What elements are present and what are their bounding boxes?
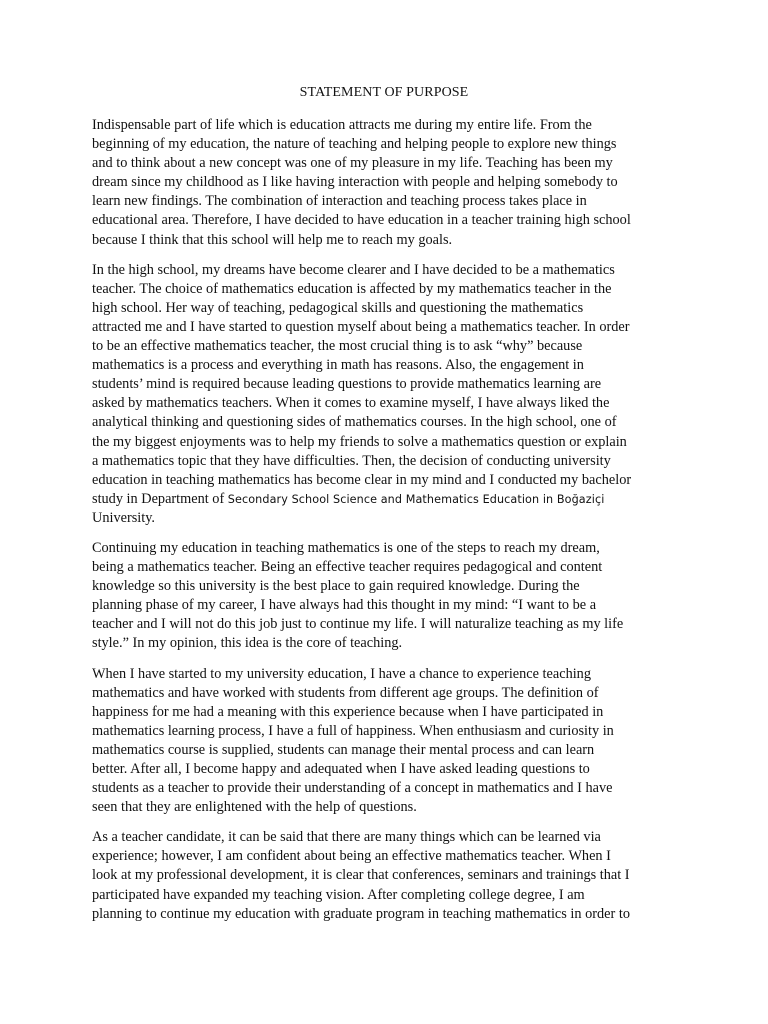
text-line: students as a teacher to provide their understanding of a concept in mathematics and I have bbox=[92, 780, 613, 797]
text-line: teacher. The choice of mathematics education is affected by my mathematics teacher in the bbox=[92, 280, 612, 297]
text-line: analytical thinking and questioning sides of mathematics courses. In the high school, one of bbox=[92, 414, 617, 431]
paragraph-4 bbox=[92, 665, 682, 818]
text-line: Continuing my education in teaching mathematics is one of the steps to reach my dream, bbox=[92, 539, 600, 556]
text-line: planning to continue my education with graduate program in teaching mathematics in order to bbox=[92, 905, 630, 922]
text-line: because I think that this school will help me to reach my goals. bbox=[92, 231, 453, 248]
document-title: STATEMENT OF PURPOSE bbox=[299, 85, 469, 100]
text-line: mathematics is a process and everything in math has reasons. Also, the engagement in bbox=[92, 357, 584, 374]
text-line: and to think about a new concept was one of my pleasure in my life. Teaching has been my bbox=[92, 155, 613, 172]
text-line: When I have started to my university education, I have a chance to experience teaching bbox=[92, 665, 591, 682]
paragraph-1 bbox=[92, 116, 682, 250]
text-line: As a teacher candidate, it can be said that there are many things which can be learned via bbox=[92, 829, 601, 846]
text-line: mathematics course is supplied, students can manage their mental process and can learn bbox=[92, 741, 595, 758]
text-line: education in teaching mathematics has become clear in my mind and I conducted my bachelor bbox=[92, 471, 632, 488]
paragraph-3 bbox=[92, 539, 682, 654]
text-line: dream since my childhood as I like having interaction with people and helping somebody to bbox=[92, 174, 618, 191]
text-line: seen that they are enlightened with the help of questions. bbox=[92, 799, 417, 816]
text-line: beginning of my education, the nature of teaching and helping people to explore new things bbox=[92, 136, 617, 153]
text-line: to be an effective mathematics teacher, the most crucial thing is to ask “why” because bbox=[92, 338, 583, 355]
text-line: experience; however, I am confident about being an effective mathematics teacher. When I bbox=[92, 848, 611, 865]
text-line: mathematics learning process, I have a full of happiness. When enthusiasm and curiosity in bbox=[92, 722, 614, 739]
text-line-prefix: study in Department of bbox=[92, 490, 228, 507]
text-line: participated have expanded my teaching vision. After completing college degree, I am bbox=[92, 886, 585, 903]
text-line: look at my professional development, it is clear that conferences, seminars and trainings that I bbox=[92, 867, 630, 884]
text-line: happiness for me had a meaning with this experience because when I have participated in bbox=[92, 703, 604, 720]
text-line: students’ mind is required because leading questions to provide mathematics learning are bbox=[92, 376, 602, 393]
text-line-mixed bbox=[92, 490, 682, 509]
text-line: learn new findings. The combination of interaction and teaching process takes place in bbox=[92, 193, 587, 210]
text-line: University. bbox=[92, 509, 156, 526]
department-name: Secondary School Science and Mathematics Education in Boğaziçi bbox=[227, 492, 605, 506]
text-line: asked by mathematics teachers. When it comes to examine myself, I have always liked the bbox=[92, 395, 610, 412]
text-line: style.” In my opinion, this idea is the core of teaching. bbox=[92, 635, 403, 652]
text-line: being a mathematics teacher. Being an effective teacher requires pedagogical and content bbox=[92, 559, 603, 576]
text-line: high school. Her way of teaching, pedagogical skills and questioning the mathematics bbox=[92, 299, 584, 316]
paragraph-2 bbox=[92, 261, 682, 528]
text-line: educational area. Therefore, I have decided to have education in a teacher training high school bbox=[92, 212, 631, 229]
text-line: a mathematics topic that they have difficulties. Then, the decision of conducting university bbox=[92, 452, 611, 469]
text-line: attracted me and I have started to question myself about being a mathematics teacher. In order bbox=[92, 318, 630, 335]
document-body bbox=[92, 116, 682, 935]
text-line: planning phase of my career, I have always had this thought in my mind: “I want to be a bbox=[92, 597, 597, 614]
text-line: the my biggest enjoyments was to help my friends to solve a mathematics question or explain bbox=[92, 433, 627, 450]
text-line: mathematics and have worked with students from different age groups. The definition of bbox=[92, 684, 599, 701]
text-line: teacher and I will not do this job just to continue my life. I will naturalize teaching as my life bbox=[92, 616, 624, 633]
text-line: knowledge so this university is the best place to gain required knowledge. During the bbox=[92, 578, 580, 595]
text-line: Indispensable part of life which is education attracts me during my entire life. From the bbox=[92, 117, 592, 133]
paragraph-5 bbox=[92, 828, 682, 923]
text-line: In the high school, my dreams have become clearer and I have decided to be a mathematics bbox=[92, 261, 615, 278]
text-line: better. After all, I become happy and adequated when I have asked leading questions to bbox=[92, 761, 590, 777]
